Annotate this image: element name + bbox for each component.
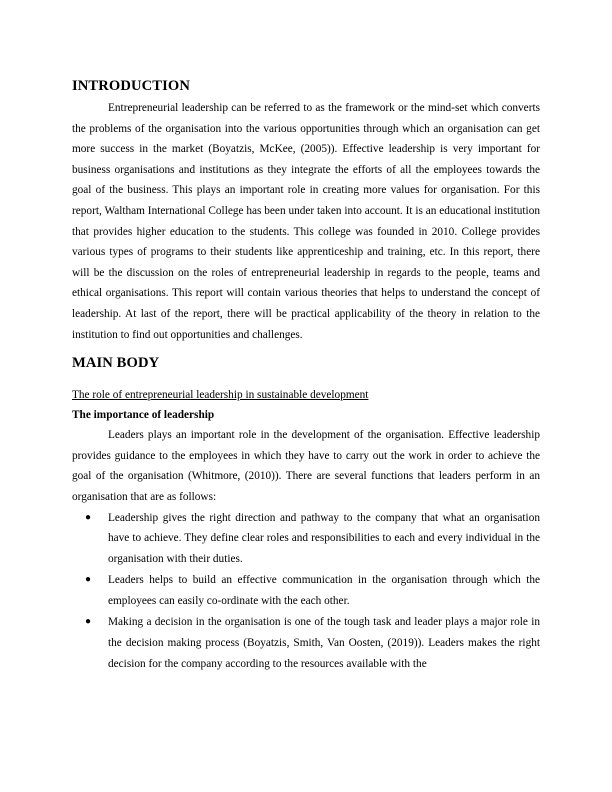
list-item: [85, 612, 540, 674]
section-subheading-bold: The importance of leadership: [72, 409, 215, 422]
bullet-icon: ●: [85, 616, 92, 628]
bullet-icon: ●: [85, 511, 92, 523]
list-item: [85, 508, 540, 570]
list-item-text: Leaders helps to build an effective communication in the organisation through which the employees can easily co-ordinate with the each other.: [108, 574, 540, 607]
introduction-paragraph: Entrepreneurial leadership can be referred to as the framework or the mind-set which converts the problems of the organisation into the various opportunities through which an organisation can get more success in the market (Boyatzis, McKee, (2005)). Effective leadership is very important for business organisations and institutions as they integrate the efforts of all the employees towards the goal of the business. This plays an important role in creating more values for organisation. For this report, Waltham International College has been under taken into account. It is an educational institution that provides higher education to the students. This college was founded in 2010. College provides various types of programs to their students like apprenticeship and training, etc. In this report, there will be the discussion on the roles of entrepreneurial leadership in regards to the people, teams and ethical organisations. This report will contain various theories that helps to understand the concept of leadership. At last of the report, there will be practical applicability of the theory in relation to the institution to find out opportunities and challenges.: [72, 102, 540, 341]
list-item-text: Leadership gives the right direction and pathway to the company that what an organisation have to achieve. They define clear roles and responsibilities to each and every individual in the organisation with their duties.: [108, 511, 540, 565]
leadership-functions-list: [72, 508, 540, 675]
main-body-heading: MAIN BODY: [72, 355, 160, 372]
list-item-text: Making a decision in the organisation is one of the tough task and leader plays a major role in the decision making process (Boyatzis, Smith, Van Oosten, (2019)). Leaders makes the right decision for the company according to the resources available with the: [108, 616, 540, 670]
section-subheading-underlined: The role of entrepreneurial leadership in sustainable development: [72, 389, 369, 402]
introduction-heading: INTRODUCTION: [72, 78, 190, 94]
list-item: [85, 570, 540, 611]
bullet-icon: ●: [85, 574, 92, 586]
leadership-paragraph: Leaders plays an important role in the development of the organisation. Effective leadership provides guidance to the employees in which they have to carry out the work in order to achieve the goal of the organisation (Whitmore, (2010)). There are several functions that leaders perform in an organisation that are as follows:: [72, 429, 540, 503]
